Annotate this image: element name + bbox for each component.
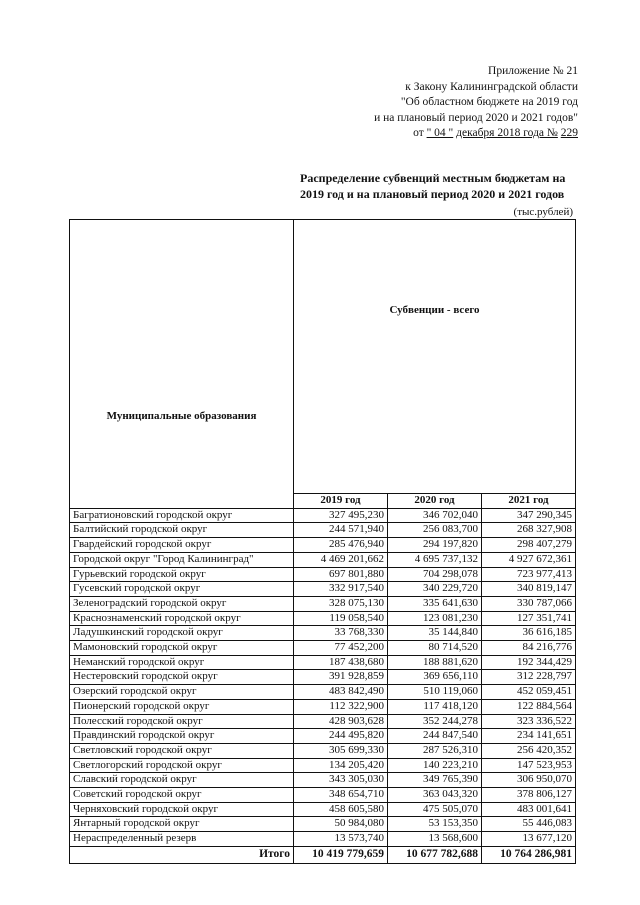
value-2019: 119 058,540 [294, 611, 388, 626]
table-row [70, 758, 576, 773]
header-year-2021: 2021 год [482, 494, 576, 509]
municipality-name: Гурьевский городской округ [70, 567, 294, 582]
table-row [70, 641, 576, 656]
value-2019: 77 452,200 [294, 641, 388, 656]
table-row [70, 729, 576, 744]
value-2021: 378 806,127 [482, 788, 576, 803]
table-row [70, 582, 576, 597]
value-2019: 134 205,420 [294, 758, 388, 773]
value-2021: 723 977,413 [482, 567, 576, 582]
page-title: Распределение субвенций местным бюджетам на 2019 год и на плановый период 2020 и 2021 годов [300, 171, 566, 201]
value-2021: 127 351,741 [482, 611, 576, 626]
value-2020: 369 656,110 [388, 670, 482, 685]
value-2019: 187 438,680 [294, 655, 388, 670]
value-2020: 4 695 737,132 [388, 552, 482, 567]
value-2019: 244 571,940 [294, 523, 388, 538]
municipality-name: Гусевский городской округ [70, 582, 294, 597]
table-row [70, 655, 576, 670]
value-2019: 697 801,880 [294, 567, 388, 582]
value-2021: 84 216,776 [482, 641, 576, 656]
header-municipalities: Муниципальные образования [70, 220, 294, 509]
table-row [70, 685, 576, 700]
date-prefix: от [413, 127, 424, 139]
law-number: 229 [560, 127, 578, 139]
value-2019: 50 984,080 [294, 817, 388, 832]
header-subventions: Субвенции - всего [294, 220, 576, 494]
value-2020: 340 229,720 [388, 582, 482, 597]
value-2021: 4 927 672,361 [482, 552, 576, 567]
header-year-2020: 2020 год [388, 494, 482, 509]
value-2019: 327 495,230 [294, 508, 388, 523]
table-row [70, 699, 576, 714]
value-2020: 188 881,620 [388, 655, 482, 670]
municipality-name: Зеленоградский городской округ [70, 596, 294, 611]
value-2019: 428 903,628 [294, 714, 388, 729]
value-2020: 287 526,310 [388, 743, 482, 758]
value-2019: 332 917,540 [294, 582, 388, 597]
value-2020: 335 641,630 [388, 596, 482, 611]
municipality-name: Янтарный городской округ [70, 817, 294, 832]
municipality-name: Мамоновский городской округ [70, 641, 294, 656]
appendix-header [318, 64, 578, 142]
municipality-name: Краснознаменский городской округ [70, 611, 294, 626]
total-2020: 10 677 782,688 [388, 846, 482, 863]
total-row [70, 846, 576, 863]
subventions-table [69, 219, 576, 864]
appendix-date [318, 126, 578, 142]
table-row [70, 596, 576, 611]
municipality-name: Гвардейский городской округ [70, 538, 294, 553]
value-2020: 244 847,540 [388, 729, 482, 744]
table-row [70, 670, 576, 685]
value-2020: 346 702,040 [388, 508, 482, 523]
table-row [70, 817, 576, 832]
value-2020: 294 197,820 [388, 538, 482, 553]
value-2019: 13 573,740 [294, 832, 388, 847]
value-2019: 4 469 201,662 [294, 552, 388, 567]
value-2020: 80 714,520 [388, 641, 482, 656]
table-row [70, 743, 576, 758]
appendix-line: к Закону Калининградской области [405, 80, 578, 93]
value-2020: 35 144,840 [388, 626, 482, 641]
value-2020: 140 223,210 [388, 758, 482, 773]
value-2020: 352 244,278 [388, 714, 482, 729]
value-2020: 256 083,700 [388, 523, 482, 538]
municipality-name: Черняховский городской округ [70, 802, 294, 817]
total-2019: 10 419 779,659 [294, 846, 388, 863]
value-2019: 483 842,490 [294, 685, 388, 700]
appendix-line: "Об областном бюджете на 2019 год [400, 96, 578, 108]
municipality-name: Нераспределенный резерв [70, 832, 294, 847]
appendix-line: и на плановый период 2020 и 2021 годов" [374, 111, 578, 124]
value-2021: 298 407,279 [482, 538, 576, 553]
table-row [70, 567, 576, 582]
table-body [70, 508, 576, 863]
municipality-name: Пионерский городской округ [70, 699, 294, 714]
municipality-name: Светлогорский городской округ [70, 758, 294, 773]
value-2019: 391 928,859 [294, 670, 388, 685]
value-2019: 348 654,710 [294, 788, 388, 803]
value-2021: 55 446,083 [482, 817, 576, 832]
table-row [70, 788, 576, 803]
table-row [70, 832, 576, 847]
value-2020: 349 765,390 [388, 773, 482, 788]
value-2021: 147 523,953 [482, 758, 576, 773]
units-label: (тыс.рублей) [513, 206, 573, 218]
value-2019: 305 699,330 [294, 743, 388, 758]
value-2020: 117 418,120 [388, 699, 482, 714]
value-2019: 458 605,580 [294, 802, 388, 817]
value-2021: 312 228,797 [482, 670, 576, 685]
table-row [70, 523, 576, 538]
date-month-year: декабря 2018 года № [456, 127, 558, 139]
municipality-name: Нестеровский городской округ [70, 670, 294, 685]
municipality-name: Славский городской округ [70, 773, 294, 788]
value-2021: 122 884,564 [482, 699, 576, 714]
municipality-name: Правдинский городской округ [70, 729, 294, 744]
value-2021: 256 420,352 [482, 743, 576, 758]
value-2019: 244 495,820 [294, 729, 388, 744]
value-2021: 13 677,120 [482, 832, 576, 847]
value-2021: 330 787,066 [482, 596, 576, 611]
value-2021: 347 290,345 [482, 508, 576, 523]
total-label: Итого [70, 846, 294, 863]
value-2020: 13 568,600 [388, 832, 482, 847]
value-2021: 234 141,651 [482, 729, 576, 744]
appendix-line: Приложение № 21 [488, 65, 578, 77]
value-2020: 704 298,078 [388, 567, 482, 582]
value-2020: 123 081,230 [388, 611, 482, 626]
municipality-name: Озерский городской округ [70, 685, 294, 700]
table-row [70, 802, 576, 817]
municipality-name: Ладушкинский городской округ [70, 626, 294, 641]
value-2020: 510 119,060 [388, 685, 482, 700]
value-2021: 306 950,070 [482, 773, 576, 788]
value-2020: 475 505,070 [388, 802, 482, 817]
municipality-name: Советский городской округ [70, 788, 294, 803]
municipality-name: Городской округ "Город Калининград" [70, 552, 294, 567]
table-row [70, 611, 576, 626]
date-day: " 04 " [426, 127, 454, 139]
table-row [70, 773, 576, 788]
table-row [70, 538, 576, 553]
value-2021: 192 344,429 [482, 655, 576, 670]
municipality-name: Балтийский городской округ [70, 523, 294, 538]
value-2020: 53 153,350 [388, 817, 482, 832]
municipality-name: Светловский городской округ [70, 743, 294, 758]
header-year-2019: 2019 год [294, 494, 388, 509]
value-2021: 36 616,185 [482, 626, 576, 641]
table-row [70, 626, 576, 641]
value-2021: 323 336,522 [482, 714, 576, 729]
total-2021: 10 764 286,981 [482, 846, 576, 863]
municipality-name: Багратионовский городской округ [70, 508, 294, 523]
table-row [70, 508, 576, 523]
municipality-name: Неманский городской округ [70, 655, 294, 670]
value-2021: 268 327,908 [482, 523, 576, 538]
value-2019: 343 305,030 [294, 773, 388, 788]
value-2019: 112 322,900 [294, 699, 388, 714]
municipality-name: Полесский городской округ [70, 714, 294, 729]
value-2021: 483 001,641 [482, 802, 576, 817]
value-2019: 33 768,330 [294, 626, 388, 641]
value-2019: 285 476,940 [294, 538, 388, 553]
value-2021: 452 059,451 [482, 685, 576, 700]
value-2019: 328 075,130 [294, 596, 388, 611]
table-row [70, 714, 576, 729]
value-2021: 340 819,147 [482, 582, 576, 597]
value-2020: 363 043,320 [388, 788, 482, 803]
table-row [70, 552, 576, 567]
